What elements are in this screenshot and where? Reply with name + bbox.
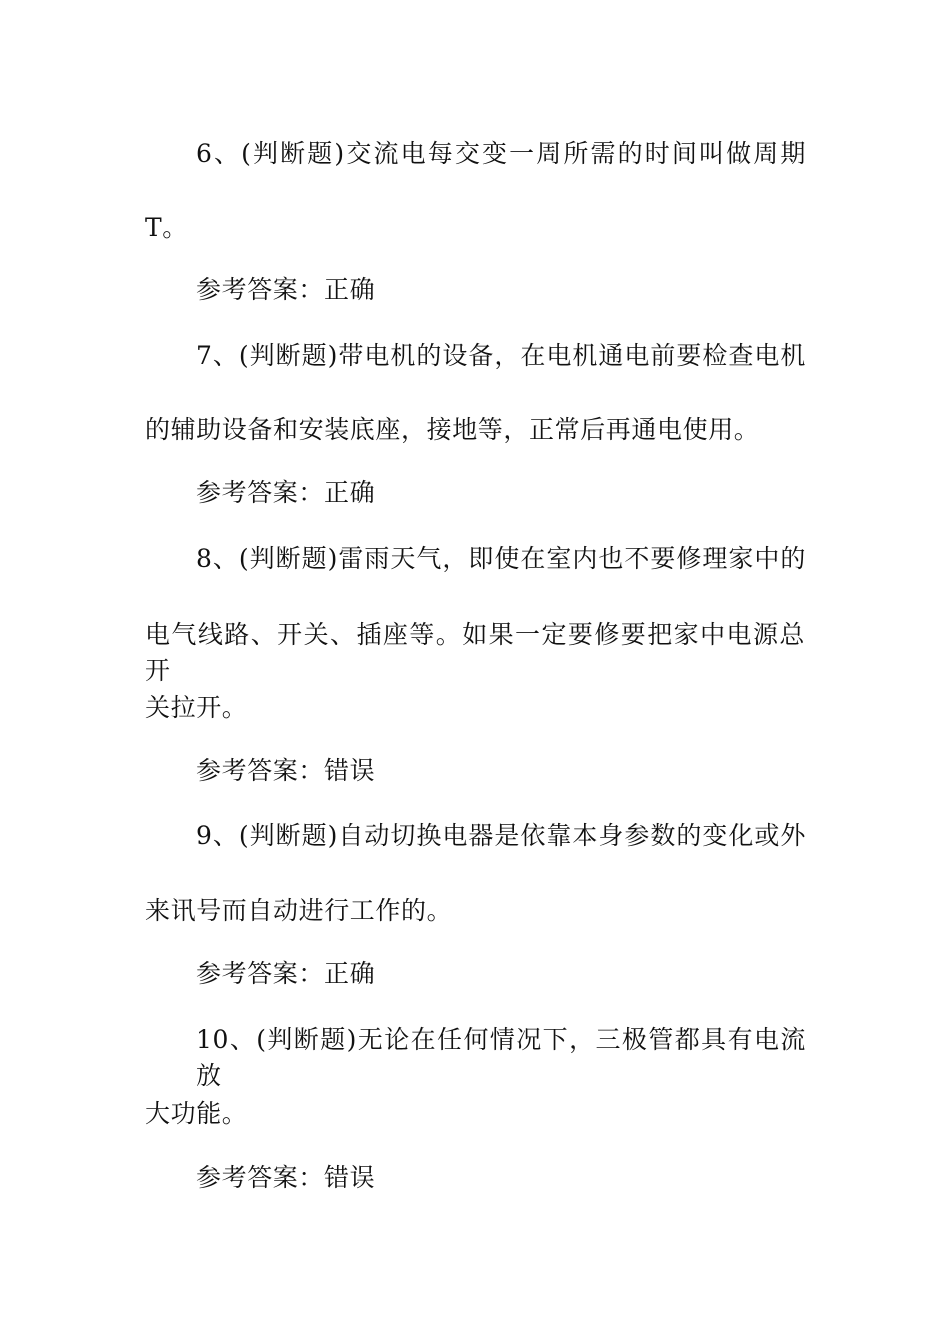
question-8-line-2: 电气线路、开关、插座等。如果一定要修要把家中电源总开 bbox=[145, 620, 805, 685]
question-10-line-1: 10、(判断题)无论在任何情况下，三极管都具有电流放 bbox=[196, 1025, 806, 1090]
question-9-answer: 参考答案：正确 bbox=[196, 959, 376, 988]
question-10-answer: 参考答案：错误 bbox=[196, 1163, 376, 1192]
question-8-line-1: 8、(判断题)雷雨天气，即使在室内也不要修理家中的 bbox=[196, 544, 806, 573]
question-6-answer: 参考答案：正确 bbox=[196, 275, 376, 304]
question-6-line-2: T。 bbox=[145, 213, 188, 242]
question-10-line-2: 大功能。 bbox=[145, 1099, 248, 1128]
question-7-line-1: 7、(判断题)带电机的设备，在电机通电前要检查电机 bbox=[196, 341, 806, 370]
question-6-line-1: 6、(判断题)交流电每交变一周所需的时间叫做周期 bbox=[196, 139, 806, 168]
question-7-line-2: 的辅助设备和安装底座，接地等，正常后再通电使用。 bbox=[145, 415, 760, 444]
question-9-line-2: 来讯号而自动进行工作的。 bbox=[145, 896, 453, 925]
question-9-line-1: 9、(判断题)自动切换电器是依靠本身参数的变化或外 bbox=[196, 821, 806, 850]
question-8-answer: 参考答案：错误 bbox=[196, 756, 376, 785]
question-7-answer: 参考答案：正确 bbox=[196, 478, 376, 507]
question-8-line-3: 关拉开。 bbox=[145, 693, 248, 722]
